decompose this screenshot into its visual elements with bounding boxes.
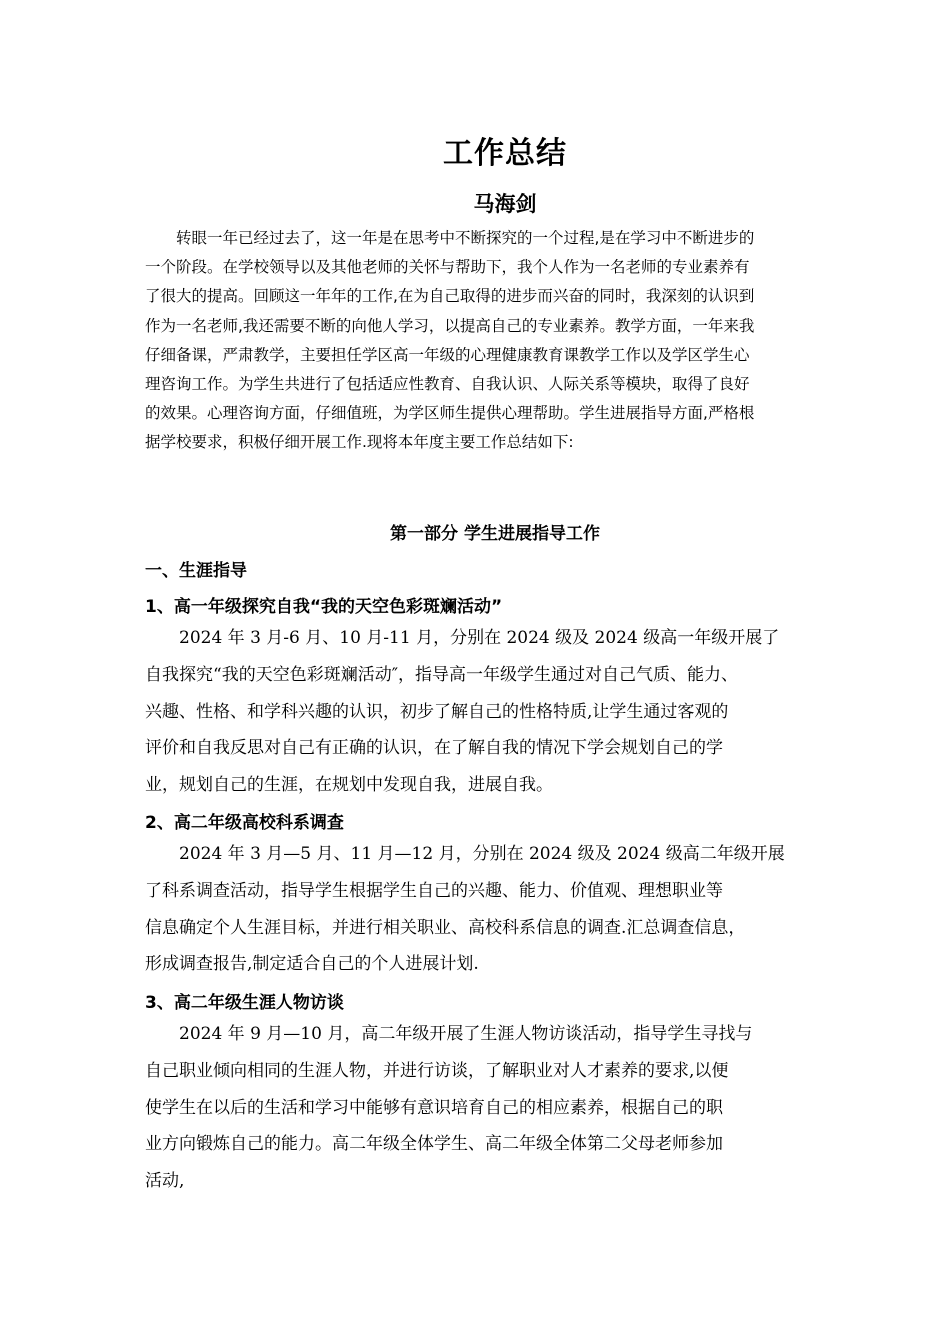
paragraph-line: 了科系调查活动，指导学生根据学生自己的兴趣、能力、价值观、理想职业等 bbox=[145, 880, 723, 901]
document-title: 工作总结 bbox=[443, 136, 567, 171]
part-one-title: 第一部分 学生进展指导工作 bbox=[390, 524, 600, 544]
paragraph-line: 活动, bbox=[145, 1171, 185, 1192]
section-heading-career-guidance: 一、生涯指导 bbox=[145, 561, 247, 581]
intro-line: 作为一名老师,我还需要不断的向他人学习，以提高自己的专业素养。教学方面，一年来我 bbox=[145, 316, 755, 335]
paragraph-line: 形成调查报告,制定适合自己的个人进展计划. bbox=[145, 954, 479, 975]
paragraph-line: 2024 年 9 月—10 月，高二年级开展了生涯人物访谈活动，指导学生寻找与 bbox=[145, 1024, 753, 1044]
paragraph-line: 业，规划自己的生涯，在规划中发现自我，进展自我。 bbox=[145, 775, 553, 796]
paragraph-line: 信息确定个人生涯目标，并进行相关职业、高校科系信息的调查.汇总调查信息， bbox=[145, 917, 746, 938]
intro-line: 的效果。心理咨询方面，仔细值班，为学区师生提供心理帮助。学生进展指导方面,严格根 bbox=[145, 404, 755, 423]
intro-line: 转眼一年已经过去了，这一年是在思考中不断探究的一个过程,是在学习中不断进步的 bbox=[145, 229, 755, 247]
item-heading-self-exploration: 1、高一年级探究自我“我的天空色彩斑斓活动” bbox=[145, 597, 503, 617]
paragraph-line: 2024 年 3 月-6 月、10 月-11 月，分别在 2024 级及 2024 级高一年级开展了 bbox=[145, 628, 780, 648]
intro-line: 仔细备课，严肃教学，主要担任学区高一年级的心理健康教育课教学工作以及学区学生心 bbox=[145, 345, 750, 364]
item-paragraph-major-survey bbox=[145, 836, 835, 983]
paragraph-line: 兴趣、性格、和学科兴趣的认识，初步了解自己的性格特质,让学生通过客观的 bbox=[145, 701, 729, 722]
paragraph-line: 评价和自我反思对自己有正确的认识，在了解自我的情况下学会规划自己的学 bbox=[145, 738, 723, 759]
intro-line: 了很大的提高。回顾这一年年的工作,在为自己取得的进步而兴奋的同时，我深刻的认识到 bbox=[145, 287, 755, 306]
paragraph-line: 业方向锻炼自己的能力。高二年级全体学生、高二年级全体第二父母老师参加 bbox=[145, 1134, 723, 1155]
paragraph-line: 使学生在以后的生活和学习中能够有意识培育自己的相应素养，根据自己的职 bbox=[145, 1097, 723, 1118]
intro-line: 据学校要求，积极仔细开展工作.现将本年度主要工作总结如下: bbox=[145, 433, 574, 452]
item-heading-career-interview: 3、高二年级生涯人物访谈 bbox=[145, 993, 344, 1013]
paragraph-line: 自己职业倾向相同的生涯人物，并进行访谈，了解职业对人才素养的要求,以便 bbox=[145, 1060, 729, 1081]
item-heading-major-survey: 2、高二年级高校科系调查 bbox=[145, 813, 344, 833]
intro-paragraph bbox=[145, 224, 815, 458]
item-paragraph-self-exploration bbox=[145, 620, 835, 804]
intro-line: 一个阶段。在学校领导以及其他老师的关怀与帮助下，我个人作为一名老师的专业素养有 bbox=[145, 258, 750, 277]
item-paragraph-career-interview bbox=[145, 1016, 835, 1200]
paragraph-line: 2024 年 3 月—5 月、11 月—12 月，分别在 2024 级及 2024 级高二年级开展 bbox=[145, 844, 785, 864]
author-name: 马海剑 bbox=[473, 192, 537, 216]
paragraph-line: 自我探究“我的天空色彩斑斓活动″，指导高一年级学生通过对自己气质、能力、 bbox=[145, 664, 739, 685]
intro-line: 理咨询工作。为学生共进行了包括适应性教育、自我认识、人际关系等模块，取得了良好 bbox=[145, 375, 750, 394]
